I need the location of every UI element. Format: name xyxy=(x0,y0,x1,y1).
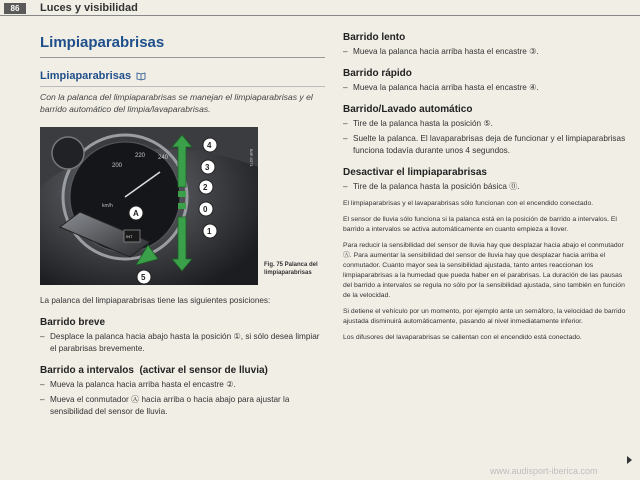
left-column xyxy=(40,30,325,418)
figure-wiper-lever xyxy=(40,127,325,285)
figure-code: B4F-0371 xyxy=(249,149,254,167)
note-sensibilidad: Para reducir la sensibilidad del sensor de lluvia hay que desplazar hacia abajo el conmutador Ⓐ. Para aumentar la sensibilidad del sensor de lluvia hay que desplazar hacia arriba el conmutador. Cuanto mayor sea la sensibilidad ajustada, tanto antes reaccionan los limpiaparabrisas a la humedad que pueda haber en el parabrisas. La duración de las pausas del barrido a intervalos se regula no sólo por la sensibilidad ajustada, sino también en función de la velocidad. xyxy=(343,242,625,299)
bullet-desactivar: – Tire de la palanca hasta la posición básica ⓪. xyxy=(343,181,628,193)
section-title: Limpiaparabrisas xyxy=(40,34,165,51)
note-semaforo: Si detiene el vehículo por un momento, por ejemplo ante un semáforo, la velocidad de barrido ajustada disminuirá automáticamente, pasando al nivel inmediatamente inferior. xyxy=(343,308,626,325)
subsection-rule xyxy=(40,86,325,87)
note-encendido: El limpiaparabrisas y el lavaparabrisas sólo funcionan con el encendido conectado. xyxy=(343,200,594,207)
bullet-lavado-1: – Tire de la palanca hasta la posición ⑤. xyxy=(343,118,628,130)
heading-barrido-breve: Barrido breve xyxy=(40,317,106,328)
watermark: www.audisport-iberica.com xyxy=(490,466,598,476)
heading-barrido-lavado: Barrido/Lavado automático xyxy=(343,104,473,115)
next-page-arrow-icon xyxy=(627,456,632,464)
bullet-barrido-lento: – Mueva la palanca hacia arriba hasta el encastre ③. xyxy=(343,46,628,58)
gauge-unit: km/h xyxy=(102,203,113,209)
running-head: Luces y visibilidad xyxy=(40,2,138,14)
heading-barrido-lento: Barrido lento xyxy=(343,32,406,43)
right-column xyxy=(343,30,628,343)
bullet-intervalos-1: – Mueva la palanca hacia arriba hasta el encastre ②. xyxy=(40,379,325,391)
page-header xyxy=(0,0,640,16)
book-reference-icon xyxy=(136,71,146,81)
heading-barrido-intervalos: Barrido a intervalos (activar el sensor de lluvia) xyxy=(40,365,268,376)
position-1: 1 xyxy=(207,227,212,236)
note-sensor-lluvia: El sensor de lluvia sólo funciona si la palanca está en la posición de barrido a intervalos. El barrido a intervalos se activa automáticamente en cuanto empieza a llover. xyxy=(343,216,617,233)
bullet-barrido-breve: – Desplace la palanca hacia abajo hasta la posición ①, si sólo desea limpiar el parabrisas brevemente. xyxy=(40,331,325,355)
figure-caption: Fig. 75 Palanca del limpiaparabrisas xyxy=(264,262,318,276)
gauge-number: 200 xyxy=(112,163,123,169)
label-A: A xyxy=(133,209,139,218)
bullet-lavado-2: – Suelte la palanca. El lavaparabrisas deja de funcionar y el limpiaparabrisas funciona todavía durante unos 4 segundos. xyxy=(343,133,628,157)
gauge-number: 240 xyxy=(158,155,169,161)
bullet-barrido-rapido: – Mueva la palanca hacia arriba hasta el encastre ④. xyxy=(343,82,628,94)
gauge-number: 220 xyxy=(135,153,146,159)
position-3: 3 xyxy=(205,163,210,172)
subsection-title-text: Limpiaparabrisas xyxy=(40,70,132,82)
bullet-intervalos-2: – Mueva el conmutador Ⓐ hacia arriba o hacia abajo para ajustar la sensibilidad del sensor de lluvia. xyxy=(40,394,325,418)
title-rule xyxy=(40,57,325,58)
position-2: 2 xyxy=(203,183,208,192)
wiper-lever-illustration xyxy=(40,127,258,285)
header-rule xyxy=(0,15,640,16)
lever-label: INT xyxy=(126,234,133,239)
position-4: 4 xyxy=(207,141,212,150)
heading-barrido-rapido: Barrido rápido xyxy=(343,68,412,79)
intro-text: Con la palanca del limpiaparabrisas se manejan el limpiaparabrisas y el barrido automático del limpia/lavaparabrisas. xyxy=(40,92,313,114)
page-number: 86 xyxy=(4,3,26,14)
paragraph-positions: La palanca del limpiaparabrisas tiene las siguientes posiciones: xyxy=(40,296,271,305)
position-5: 5 xyxy=(141,273,146,282)
wiper-lever-photo xyxy=(40,127,258,285)
note-difusores: Los difusores del lavaparabrisas se calientan con el encendido está conectado. xyxy=(343,334,582,341)
subsection-title xyxy=(40,70,325,82)
heading-desactivar: Desactivar el limpiaparabrisas xyxy=(343,167,487,178)
position-0: 0 xyxy=(203,205,208,214)
